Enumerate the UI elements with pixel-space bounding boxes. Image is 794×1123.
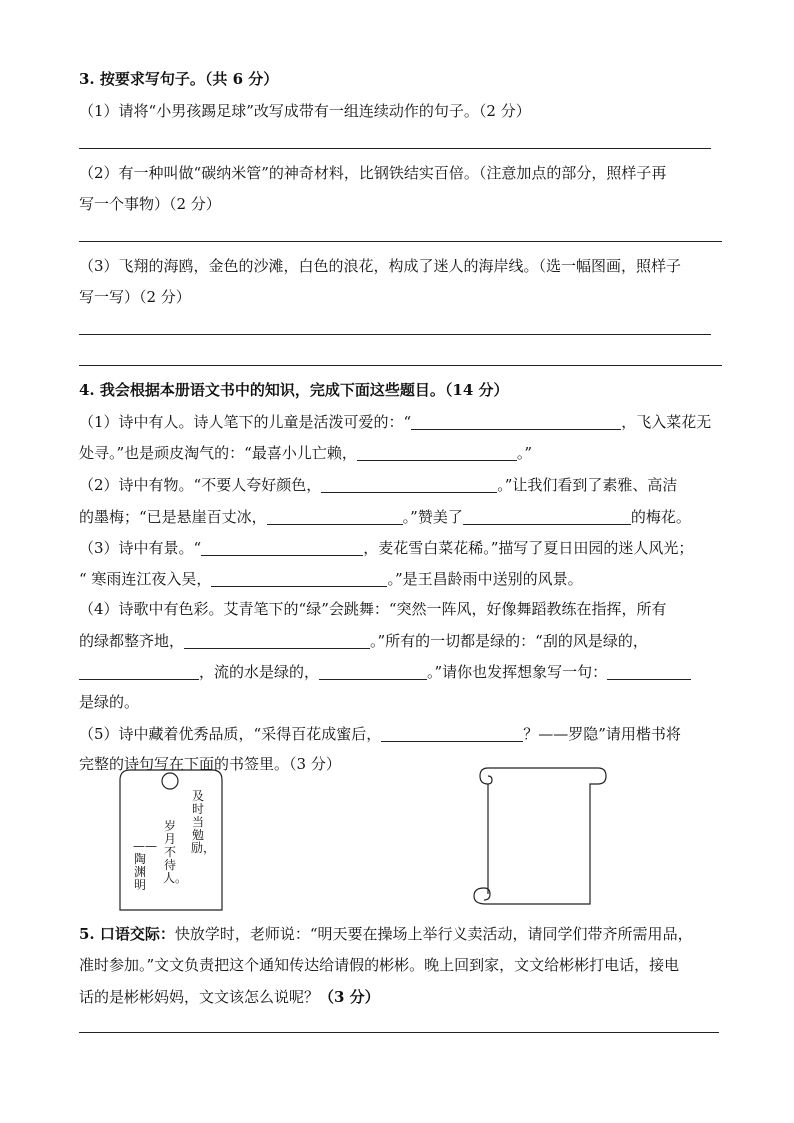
bookmark-hole-icon	[162, 773, 178, 789]
q4-item1-text-a: （1）诗中有人。诗人笔下的儿童是活泼可爱的：“	[79, 413, 412, 431]
q4-item5-text-a: （5）诗中藏着优秀品质，“采得百花成蜜后，	[79, 725, 382, 743]
answer-line[interactable]	[79, 1032, 719, 1033]
q4-item4-line3	[79, 662, 691, 682]
q4-item1-text-c: 处寻。”也是顽皮淘气的：“最喜小儿亡赖，	[79, 444, 357, 462]
q4-item4-line2	[79, 631, 648, 651]
q5-line3	[79, 987, 380, 1007]
q4-item3-text-d: 。”是王昌龄雨中送别的风景。	[387, 570, 583, 588]
answer-line[interactable]	[79, 334, 711, 335]
fill-blank[interactable]	[319, 663, 427, 680]
q3-heading: 3. 按要求写句子。（共 6 分）	[79, 70, 279, 88]
q4-item1-text-d: 。”	[516, 444, 533, 462]
q5-text-3: 话的是彬彬妈妈，文文该怎么说呢？	[79, 988, 320, 1006]
bookmark-col-2: 岁月不待人。	[163, 819, 188, 885]
q4-item3-text-a: （3）诗中有景。“	[79, 539, 202, 557]
answer-line[interactable]	[79, 148, 711, 149]
q4-item1-text-b: ，飞入菜花无	[621, 413, 712, 431]
q4-item2-text-c: 的墨梅；“已是悬崖百丈冰，	[79, 508, 267, 526]
q3-part3-prompt-line1: （3）飞翔的海鸥，金色的沙滩，白色的浪花，构成了迷人的海岸线。（选一幅图画，照样子	[79, 257, 682, 275]
fill-blank[interactable]	[267, 508, 403, 525]
q4-item4-text-b: 的绿都整齐地，	[79, 632, 185, 650]
q4-item4-line1: （4）诗歌中有色彩。艾青笔下的“绿”会跳舞：“突然一阵风，好像舞蹈教练在指挥，所有	[79, 600, 667, 618]
q5-line1	[79, 924, 693, 944]
q5-line2: 准时参加。”文文负责把这个通知传达给请假的彬彬。晚上回到家，文文给彬彬打电话，接电	[79, 956, 680, 974]
q4-item3-text-c: “ 寒雨连江夜入吴，	[79, 570, 212, 588]
q4-item2-text-b: 。”让我们看到了素雅、高洁	[497, 476, 678, 494]
q4-item5-text-b: ？——罗隐”请用楷书将	[523, 725, 681, 743]
q5-text-1: 快放学时，老师说：“明天要在操场上举行义卖活动，请同学们带齐所需用品，	[174, 925, 693, 943]
bookmark-col-1: 及时当勉励，	[191, 789, 216, 855]
answer-line[interactable]	[79, 365, 722, 366]
q4-item2-text-a: （2）诗中有物。“不要人夸好颜色，	[79, 476, 322, 494]
q4-item4-line4: 是绿的。	[79, 693, 140, 711]
q4-item3-text-b: ，麦花雪白菜花稀。”描写了夏日田园的迷人风光；	[363, 539, 694, 557]
q4-item4-text-e: 。”请你也发挥想象写一句：	[427, 663, 608, 681]
q4-item4-text-d: ，流的水是绿的，	[199, 663, 320, 681]
q4-item4-text-c: 。”所有的一切都是绿的：“刮的风是绿的，	[370, 632, 648, 650]
fill-blank[interactable]	[211, 570, 387, 587]
q5-score: （3 分）	[319, 988, 380, 1006]
fill-blank[interactable]	[463, 508, 631, 525]
fill-blank[interactable]	[357, 444, 517, 461]
q4-item5-line2: 完整的诗句写在下面的书签里。（3 分）	[79, 755, 341, 773]
fill-blank[interactable]	[321, 476, 497, 493]
q4-item1-line2	[79, 443, 532, 463]
fill-blank[interactable]	[201, 539, 363, 556]
fill-blank[interactable]	[411, 413, 621, 430]
fill-blank[interactable]	[79, 663, 199, 680]
q4-item3-line2	[79, 569, 583, 589]
q3-part2-prompt-line2: 写一个事物）（2 分）	[79, 195, 221, 213]
fill-blank[interactable]	[607, 663, 691, 680]
bookmark-col-3: ——陶渊明	[133, 839, 157, 892]
q3-part2-prompt-line1: （2）有一种叫做“碳纳米管”的神奇材料，比钢铁结实百倍。（注意加点的部分，照样子再	[79, 164, 667, 182]
q4-item2-line2	[79, 507, 691, 527]
q4-heading: 4. 我会根据本册语文书中的知识，完成下面这些题目。（14 分）	[79, 381, 509, 399]
q5-heading: 5. 口语交际：	[79, 925, 175, 943]
q3-part1-prompt: （1）请将“小男孩踢足球”改写成带有一组连续动作的句子。（2 分）	[79, 102, 531, 120]
q3-part3-prompt-line2: 写一写）（2 分）	[79, 288, 191, 306]
answer-line[interactable]	[79, 241, 722, 242]
q4-item3-line1	[79, 538, 693, 558]
q4-item2-text-e: 的梅花。	[630, 508, 691, 526]
fill-blank[interactable]	[184, 632, 370, 649]
q4-item2-text-d: 。”赞美了	[402, 508, 463, 526]
fill-blank[interactable]	[381, 725, 523, 742]
q4-item1-line1	[79, 412, 711, 432]
q4-item5-line1	[79, 724, 681, 744]
q4-item2-line1	[79, 475, 677, 495]
scroll-answer-area[interactable]	[466, 764, 608, 914]
